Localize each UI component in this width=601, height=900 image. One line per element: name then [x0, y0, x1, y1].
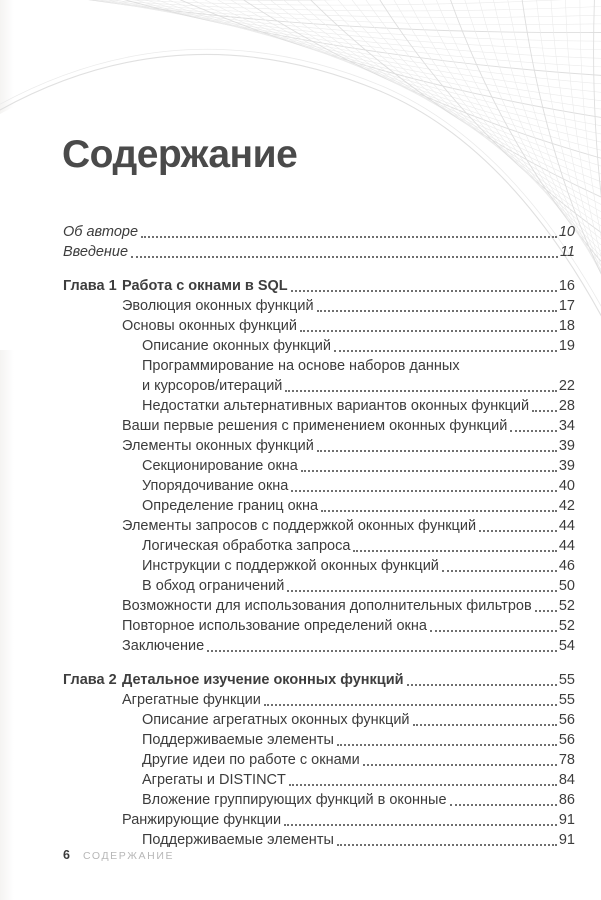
- toc-entry-label: Введение: [63, 244, 129, 260]
- front-matter-entry: [63, 222, 575, 242]
- toc-entry-label: Элементы оконных функций: [122, 438, 314, 454]
- page-number: 55: [558, 672, 575, 688]
- table-of-contents: [63, 222, 575, 850]
- page-number: 19: [558, 338, 575, 354]
- chapter-title: Детальное изучение оконных функций: [122, 672, 404, 688]
- toc-entry-label: Заключение: [122, 638, 205, 654]
- toc-entry: [63, 616, 575, 636]
- toc-entry-label: Программирование на основе наборов данных: [142, 358, 460, 374]
- toc-entry-label: Возможности для использования дополнительных фильтров: [122, 598, 532, 614]
- toc-entry-label: Описание агрегатных оконных функций: [142, 712, 410, 728]
- leader-dots: [300, 330, 557, 332]
- leader-dots: [284, 824, 557, 826]
- swirl-hatch-line: [0, 0, 601, 5]
- page-number: 39: [558, 458, 575, 474]
- toc-entry: [63, 416, 575, 436]
- toc-entry-label: Описание оконных функций: [142, 338, 331, 354]
- page-number: 44: [558, 518, 575, 534]
- leader-dots: [317, 310, 557, 312]
- toc-entry: [63, 790, 575, 810]
- chapter-heading-row: [63, 670, 575, 690]
- page-number: 50: [558, 578, 575, 594]
- toc-entry: [63, 476, 575, 496]
- page-number: 17: [558, 298, 575, 314]
- page-number: 44: [558, 538, 575, 554]
- page-number: 34: [558, 418, 575, 434]
- toc-entry: [63, 830, 575, 850]
- swirl-hatch-line: [10, 0, 601, 41]
- leader-dots: [334, 350, 557, 352]
- leader-dots: [289, 784, 557, 786]
- toc-entry-label: Вложение группирующих функций в оконные: [142, 792, 447, 808]
- toc-entry-label: Логическая обработка запроса: [142, 538, 351, 554]
- page-number: 52: [558, 618, 575, 634]
- page-number: 10: [558, 224, 575, 240]
- toc-entry-label: Эволюция оконных функций: [122, 298, 314, 314]
- leader-dots: [317, 450, 557, 452]
- toc-entry: [63, 770, 575, 790]
- toc-entry: [63, 496, 575, 516]
- toc-entry-label: Агрегаты и DISTINCT: [142, 772, 286, 788]
- page-title: Содержание: [62, 133, 298, 176]
- toc-entry: [63, 456, 575, 476]
- page-number: 22: [558, 378, 575, 394]
- page-number: 52: [558, 598, 575, 614]
- toc-entry: [63, 376, 575, 396]
- page-number: 55: [558, 692, 575, 708]
- toc-entry: [63, 536, 575, 556]
- chapter-number-label: Глава 1: [63, 278, 117, 294]
- leader-dots: [207, 650, 557, 652]
- leader-dots: [510, 430, 557, 432]
- leader-dots: [413, 724, 557, 726]
- leader-dots: [363, 764, 557, 766]
- page-number: 86: [558, 792, 575, 808]
- toc-entry: [63, 396, 575, 416]
- toc-entry-label: Агрегатные функции: [122, 692, 261, 708]
- page-number: 28: [558, 398, 575, 414]
- toc-entry: [63, 750, 575, 770]
- leader-dots: [535, 610, 557, 612]
- toc-entry-label: Другие идеи по работе с окнами: [142, 752, 360, 768]
- toc-entry-label: В обход ограничений: [142, 578, 285, 594]
- page-number: 54: [558, 638, 575, 654]
- leader-dots: [141, 236, 557, 238]
- page-number: 39: [558, 438, 575, 454]
- toc-entry: [63, 730, 575, 750]
- running-title: СОДЕРЖАНИЕ: [82, 850, 175, 862]
- toc-entry-label: Поддерживаемые элементы: [142, 832, 334, 848]
- toc-entry: [63, 316, 575, 336]
- leader-dots: [291, 290, 557, 292]
- toc-entry: [63, 336, 575, 356]
- leader-dots: [450, 804, 557, 806]
- front-matter-entry: [63, 242, 575, 262]
- leader-dots: [337, 744, 557, 746]
- page-number: 40: [558, 478, 575, 494]
- page-number: 56: [558, 712, 575, 728]
- toc-entry: [63, 710, 575, 730]
- toc-entry: [63, 576, 575, 596]
- leader-dots: [442, 570, 557, 572]
- toc-entry: [63, 690, 575, 710]
- toc-entry-label: и курсоров/итераций: [142, 378, 283, 394]
- toc-entry-label: Повторное использование определений окна: [122, 618, 427, 634]
- toc-entry-label: Ранжирующие функции: [122, 812, 282, 828]
- toc-entry-label: Недостатки альтернативных вариантов оконных функций: [142, 398, 530, 414]
- swirl-hatch-line: [594, 0, 601, 350]
- page-number: 16: [558, 278, 575, 294]
- leader-dots: [287, 590, 557, 592]
- toc-entry-label: Упорядочивание окна: [142, 478, 289, 494]
- toc-entry-label: Определение границ окна: [142, 498, 319, 514]
- page-number: 91: [558, 832, 575, 848]
- swirl-hatch-line: [0, 0, 601, 25]
- toc-entry-label: Поддерживаемые элементы: [142, 732, 334, 748]
- leader-dots: [321, 510, 557, 512]
- toc-entry: [63, 636, 575, 656]
- chapter-heading-row: [63, 276, 575, 296]
- page-number: 18: [558, 318, 575, 334]
- leader-dots: [285, 390, 556, 392]
- leader-dots: [337, 844, 557, 846]
- toc-entry: [63, 810, 575, 830]
- chapter-title: Работа с окнами в SQL: [122, 278, 288, 294]
- leader-dots: [532, 410, 557, 412]
- page-number: 46: [558, 558, 575, 574]
- toc-entry-label: Элементы запросов с поддержкой оконных функций: [122, 518, 477, 534]
- toc-entry: [63, 296, 575, 316]
- leader-dots: [430, 630, 557, 632]
- toc-entry: [63, 356, 575, 376]
- toc-entry-label: Ваши первые решения с применением оконных функций: [122, 418, 508, 434]
- toc-entry-label: Основы оконных функций: [122, 318, 297, 334]
- page-footer: [63, 848, 174, 862]
- page-number: 42: [558, 498, 575, 514]
- toc-entry: [63, 556, 575, 576]
- toc-entry: [63, 596, 575, 616]
- toc-entry: [63, 436, 575, 456]
- swirl-hatch-line: [25, 0, 601, 50]
- page-number: 84: [558, 772, 575, 788]
- toc-entry-label: Об авторе: [63, 224, 139, 240]
- leader-dots: [291, 490, 556, 492]
- leader-dots: [479, 530, 557, 532]
- page-number: 11: [559, 244, 575, 260]
- folio-page-number: 6: [63, 848, 70, 862]
- toc-entry-label: Секционирование окна: [142, 458, 298, 474]
- leader-dots: [131, 256, 558, 258]
- page-number: 91: [558, 812, 575, 828]
- leader-dots: [353, 550, 556, 552]
- leader-dots: [407, 684, 557, 686]
- leader-dots: [264, 704, 557, 706]
- toc-entry: [63, 516, 575, 536]
- page-number: 56: [558, 732, 575, 748]
- toc-entry-label: Инструкции с поддержкой оконных функций: [142, 558, 439, 574]
- page-number: 78: [558, 752, 575, 768]
- chapter-number-label: Глава 2: [63, 672, 117, 688]
- leader-dots: [301, 470, 557, 472]
